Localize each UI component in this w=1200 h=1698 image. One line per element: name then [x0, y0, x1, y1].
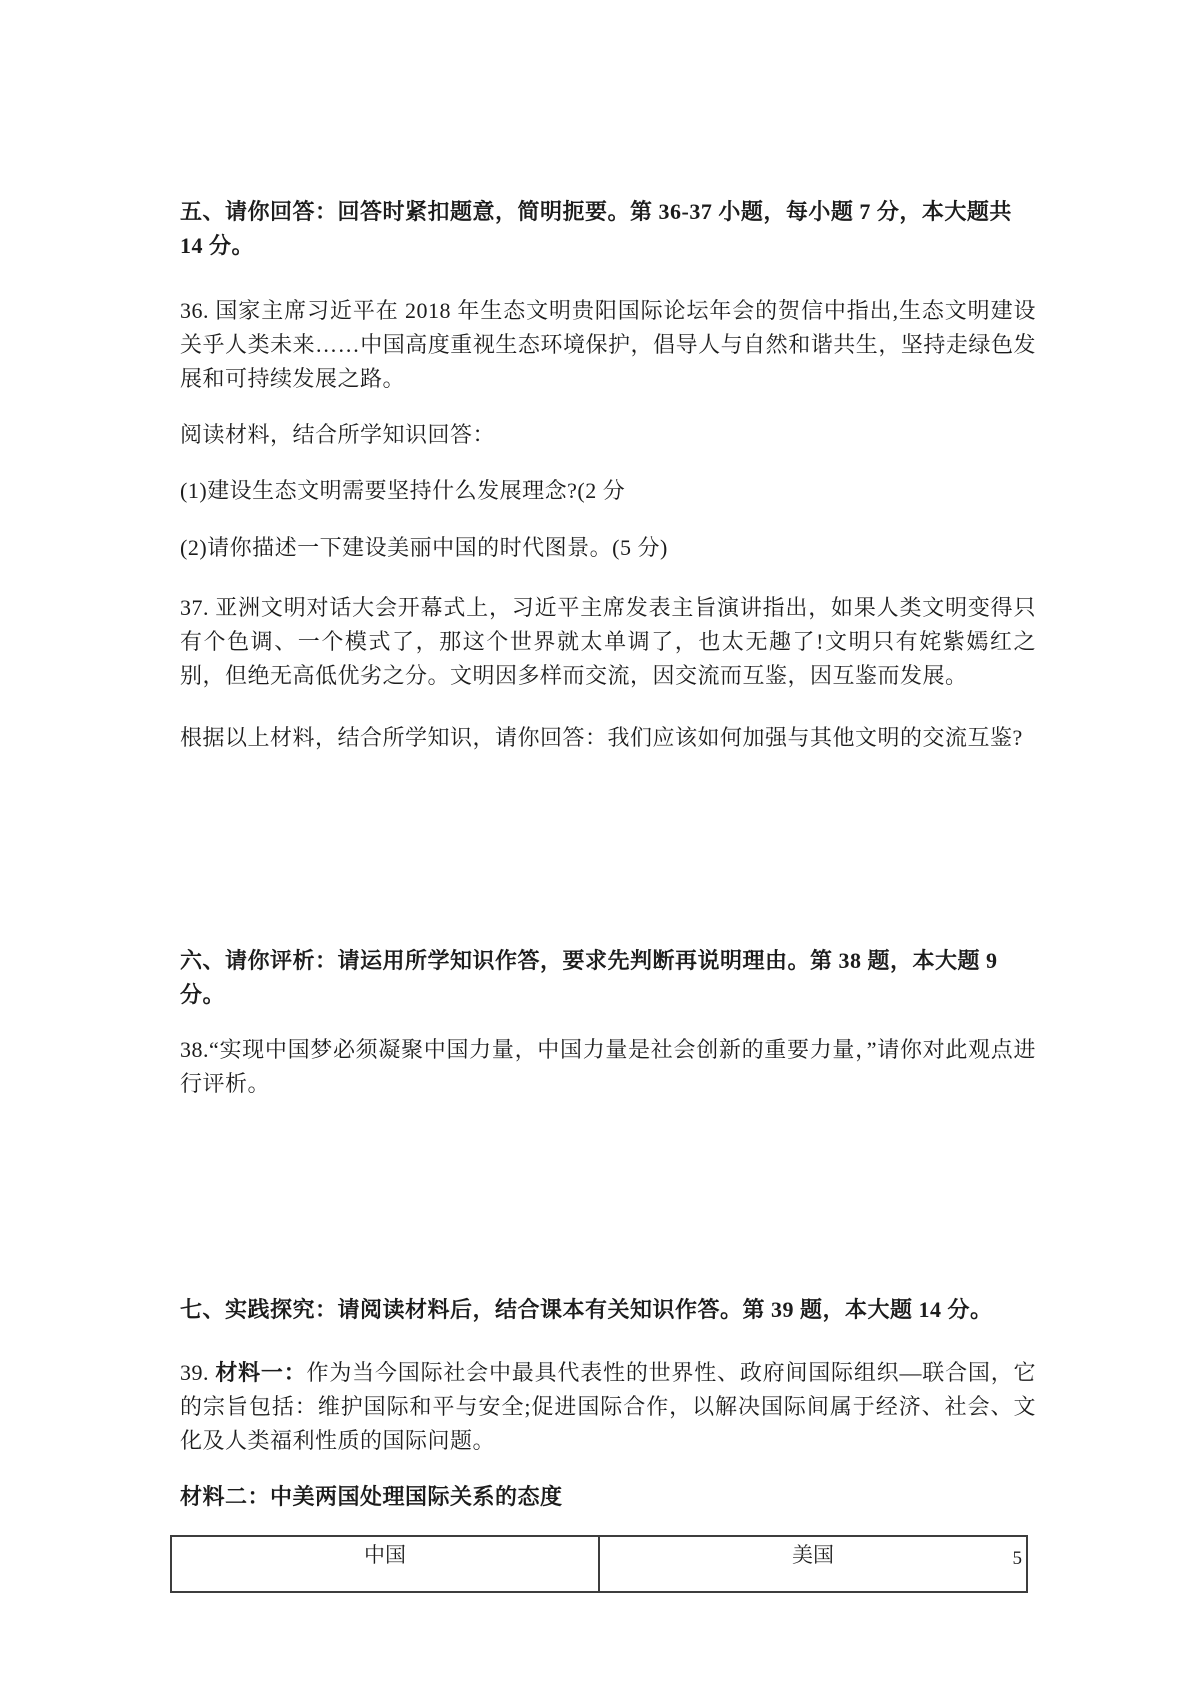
question-38-text: 38.“实现中国梦必须凝聚中国力量，中国力量是社会创新的重要力量，”请你对此观点进行评析。 [180, 1037, 1036, 1096]
question-36-prompt: 阅读材料，结合所学知识回答： [180, 422, 496, 447]
question-39-number: 39. [180, 1360, 209, 1385]
section-6-heading: 六、请你评析：请运用所学知识作答，要求先判断再说明理由。第 38 题，本大题 9 分。 [180, 948, 998, 1007]
page-content [180, 0, 1036, 1593]
section-7-heading: 七、实践探究：请阅读材料后，结合课本有关知识作答。第 39 题，本大题 14 分。 [180, 1297, 993, 1322]
table-cell-china: 中国 [171, 1536, 599, 1592]
material-2-heading: 材料二：中美两国处理国际关系的态度 [180, 1484, 563, 1509]
question-36-subquestion-1: (1)建设生态文明需要坚持什么发展理念?(2 分 [180, 478, 626, 503]
question-37-text: 37. 亚洲文明对话大会开幕式上，习近平主席发表主旨演讲指出，如果人类文明变得只有个色调、一个模式了，那这个世界就太单调了，也太无趣了!文明只有姹紫嫣红之别，但绝无高低优劣之分。文明因多样而交流，因交流而互鉴，因互鉴而发展。 [180, 595, 1036, 688]
table-cell-usa: 美国 [599, 1536, 1027, 1592]
table-header-row [171, 1536, 1027, 1592]
question-36-text: 36. 国家主席习近平在 2018 年生态文明贵阳国际论坛年会的贺信中指出,生态文明建设关乎人类未来……中国高度重视生态环境保护，倡导人与自然和谐共生，坚持走绿色发展和可持续发展之路。 [180, 298, 1036, 391]
page-number: 5 [1012, 1548, 1022, 1569]
material-1-label: 材料一： [215, 1360, 307, 1385]
section-5-heading: 五、请你回答：回答时紧扣题意，简明扼要。第 36-37 小题，每小题 7 分，本大题共 14 分。 [180, 199, 1012, 258]
material-1-text: 作为当今国际社会中最具代表性的世界性、政府间国际组织—联合国，它的宗旨包括：维护国际和平与安全;促进国际合作，以解决国际间属于经济、社会、文化及人类福利性质的国际问题。 [180, 1360, 1036, 1453]
question-39-material-1 [180, 1356, 1036, 1458]
question-36-subquestion-2: (2)请你描述一下建设美丽中国的时代图景。(5 分) [180, 535, 668, 560]
question-37-prompt: 根据以上材料，结合所学知识，请你回答：我们应该如何加强与其他文明的交流互鉴? [180, 725, 1023, 750]
material-2-table [170, 1535, 1028, 1593]
